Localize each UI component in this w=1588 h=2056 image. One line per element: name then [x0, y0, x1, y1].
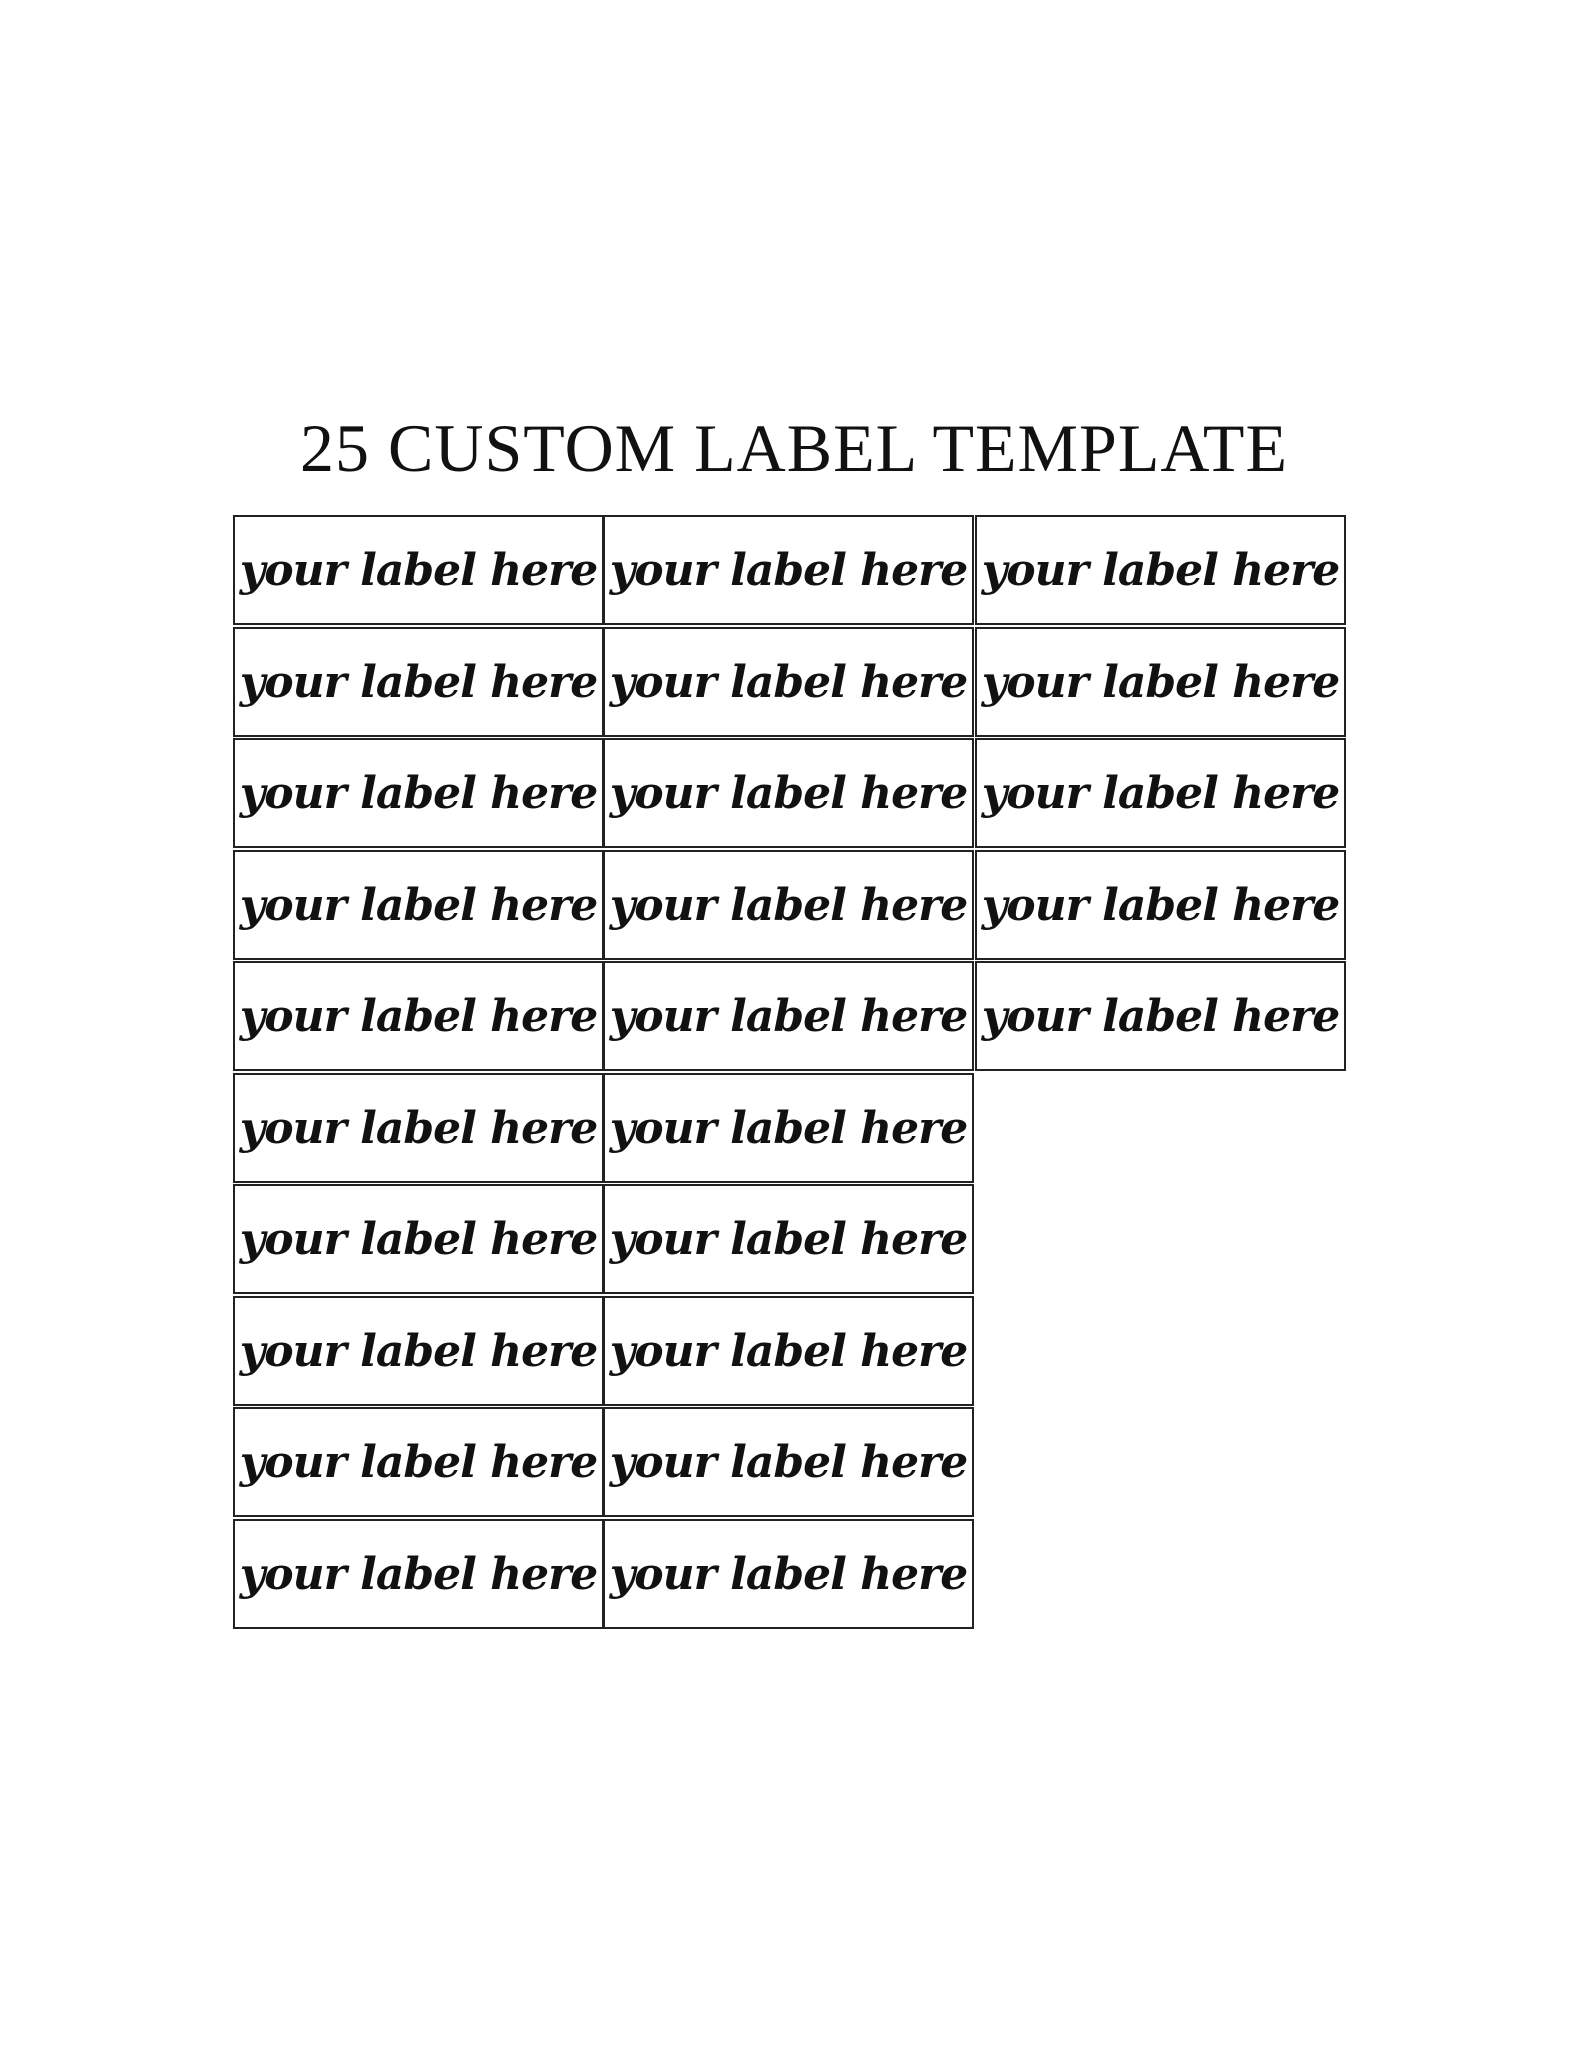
label-text: your label here	[609, 879, 968, 931]
label-cell	[603, 1184, 974, 1294]
label-text: your label here	[609, 656, 968, 708]
label-text: your label here	[609, 1325, 968, 1377]
label-cell	[975, 738, 1346, 848]
label-text: your label here	[981, 767, 1340, 819]
label-cell	[975, 850, 1346, 960]
label-text: your label here	[981, 990, 1340, 1042]
label-text: your label here	[239, 656, 598, 708]
label-text: your label here	[239, 1213, 598, 1265]
label-cell	[603, 1519, 974, 1629]
label-text: your label here	[609, 767, 968, 819]
label-cell	[603, 850, 974, 960]
label-text: your label here	[239, 1325, 598, 1377]
label-text: your label here	[239, 767, 598, 819]
label-cell	[975, 515, 1346, 625]
label-cell	[603, 1296, 974, 1406]
label-cell	[603, 627, 974, 737]
label-text: your label here	[981, 656, 1340, 708]
label-cell	[233, 627, 604, 737]
label-text: your label here	[609, 1436, 968, 1488]
label-cell	[603, 738, 974, 848]
label-cell	[975, 627, 1346, 737]
label-cell	[603, 961, 974, 1071]
page-title: 25 CUSTOM LABEL TEMPLATE	[299, 410, 1289, 486]
label-cell	[233, 515, 604, 625]
label-cell	[233, 738, 604, 848]
label-text: your label here	[609, 1213, 968, 1265]
label-text: your label here	[609, 544, 968, 596]
label-cell	[233, 1407, 604, 1517]
label-text: your label here	[239, 1548, 598, 1600]
label-cell	[233, 961, 604, 1071]
label-cell	[233, 1073, 604, 1183]
label-cell	[233, 850, 604, 960]
label-text: your label here	[609, 1548, 968, 1600]
label-text: your label here	[609, 1102, 968, 1154]
label-cell	[233, 1184, 604, 1294]
label-cell	[603, 515, 974, 625]
label-cell	[233, 1296, 604, 1406]
label-text: your label here	[609, 990, 968, 1042]
label-cell	[975, 961, 1346, 1071]
label-text: your label here	[239, 879, 598, 931]
label-cell	[603, 1073, 974, 1183]
label-cell	[233, 1519, 604, 1629]
label-text: your label here	[981, 879, 1340, 931]
label-text: your label here	[239, 1436, 598, 1488]
label-text: your label here	[239, 1102, 598, 1154]
label-text: your label here	[239, 990, 598, 1042]
label-cell	[603, 1407, 974, 1517]
label-text: your label here	[981, 544, 1340, 596]
label-text: your label here	[239, 544, 598, 596]
